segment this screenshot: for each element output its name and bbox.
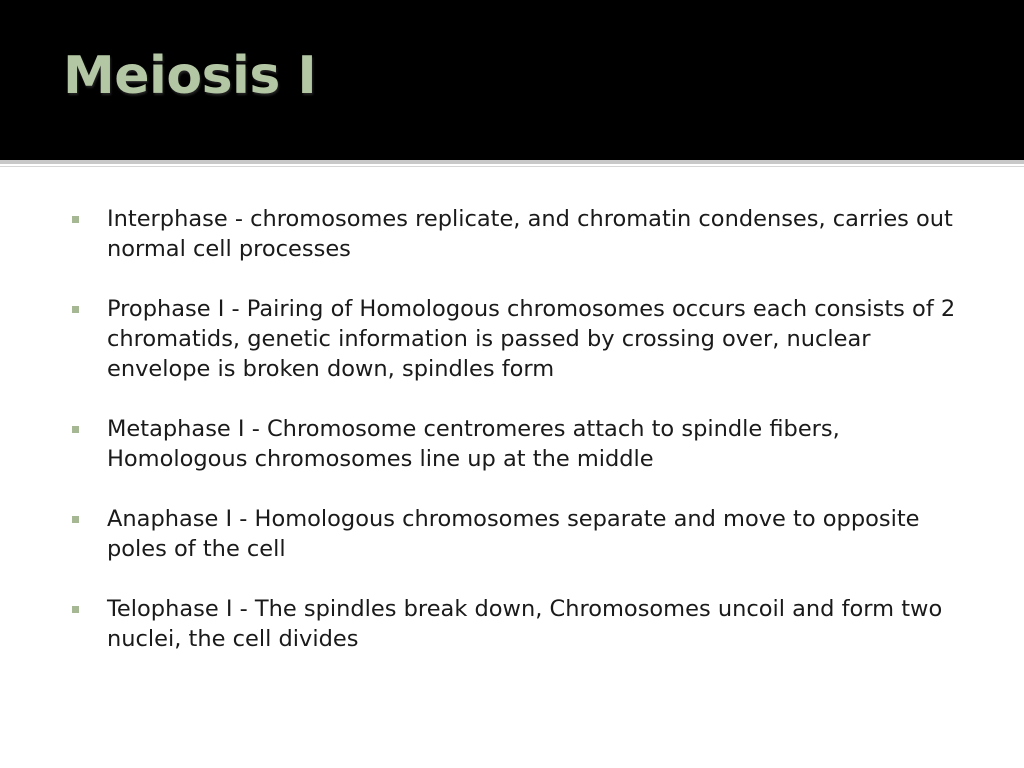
bullet-item-prophase-i [72, 294, 972, 384]
bullet-item-metaphase-i [72, 414, 972, 474]
bullet-item-interphase [72, 204, 972, 264]
bullet-item-anaphase-i [72, 504, 972, 564]
title-band [0, 0, 1024, 160]
bullet-text: Anaphase I - Homologous chromosomes separate and move to opposite poles of the cell [107, 506, 920, 562]
bullet-text: Interphase - chromosomes replicate, and chromatin condenses, carries out normal cell processes [107, 206, 953, 262]
bullet-text: Prophase I - Pairing of Homologous chromosomes occurs each consists of 2 chromatids, genetic information is passed by crossing over, nuclear envelope is broken down, spindles form [107, 296, 956, 382]
square-bullet-icon [72, 426, 79, 433]
bullet-text: Telophase I - The spindles break down, Chromosomes uncoil and form two nuclei, the cell divides [107, 596, 943, 652]
slide-title: Meiosis I [63, 46, 317, 106]
square-bullet-icon [72, 216, 79, 223]
square-bullet-icon [72, 516, 79, 523]
title-divider-thin [0, 166, 1024, 167]
square-bullet-icon [72, 306, 79, 313]
square-bullet-icon [72, 606, 79, 613]
bullet-list [72, 204, 972, 684]
bullet-item-telophase-i [72, 594, 972, 654]
bullet-text: Metaphase I - Chromosome centromeres attach to spindle fibers, Homologous chromosomes line up at the middle [107, 416, 840, 472]
